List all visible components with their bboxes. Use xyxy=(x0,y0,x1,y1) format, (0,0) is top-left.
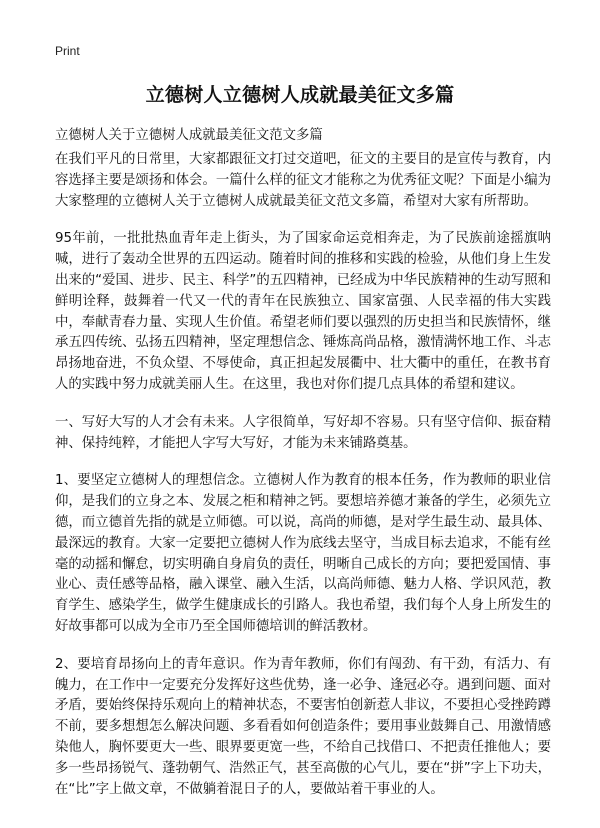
print-link[interactable]: Print xyxy=(55,44,80,58)
history-paragraph: 95年前，一批批热血青年走上街头，为了国家命运竞相奔走，为了民族前途摇旗呐喊，进行了轰动全世界的五四运动。随着时间的推移和实践的检验，从他们身上生发出来的“爱国、进步、民主、科学”的五四精神，已经成为中华民族精神的生动写照和鲜明诠释，鼓舞着一代又一代的青年在民族独立、国家富强、人民幸福的伟大实践中，奉献青春力量、实现人生价值。希望老师们要以强烈的历史担当和民族情怀，继承五四传统、弘扬五四精神，坚定理想信念、锤炼高尚品格，激情满怀地工作、斗志昂扬地奋进，不负众望、不辱使命，真正担起发展衢中、壮大衢中的重任，在教书育人的实践中努力成就美丽人生。在这里，我也对你们提几点具体的希望和建议。 xyxy=(55,231,551,392)
point-2-paragraph: 2、要培育昂扬向上的青年意识。作为青年教师，你们有闯劲、有干劲，有活力、有魄力，在工作中一定要充分发挥好这些优势，逢一必争、逢冠必夺。遇到问题、面对矛盾，要始终保持乐观向上的精神状态，不要害怕创新惹人非议，不要担心受挫跨蹲不前，要多想想怎么解决问题、多看看如何创造条件；要用事业鼓舞自己、用激情感染他人，胸怀要更大一些、眼界要更宽一些，不给自己找借口、不把责任推他人；要多一些昂扬锐气、蓬勃朝气、浩然正气，甚至高傲的心气儿，要在“拼”字上下功夫，在“比”字上做文章，不做躺着混日子的人，要做站着干事业的人。 xyxy=(55,656,551,797)
article-body xyxy=(55,150,551,817)
article-subtitle: 立德树人关于立德树人成就最美征文范文多篇 xyxy=(55,128,323,143)
point-1-paragraph: 1、要坚定立德树人的理想信念。立德树人作为教育的根本任务，作为教师的职业信仰，是我们的立身之本、发展之柜和精神之钙。要想培养德才兼备的学生，必须先立德，而立德首先指的就是立师德。可以说，高尚的师德，是对学生最生动、最具体、最深远的教育。大家一定要把立德树人作为底线去坚守，当成目标去追求，不能有丝毫的动摇和懈怠，切实明确自身肩负的责任，明晰自己成长的方向；要把爱国情、事业心、责任感等品格，融入课堂、融入生活，以高尚师德、魅力人格、学识风范，教育学生、感染学生，做学生健康成长的引路人。我也希望，我们每个人身上所发生的好故事都可以成为全市乃至全国师德培训的鲜活教材。 xyxy=(55,473,551,634)
intro-paragraph: 在我们平凡的日常里，大家都跟征文打过交道吧，征文的主要目的是宣传与教育，内容选择主要是颂扬和体会。一篇什么样的征文才能称之为优秀征文呢？下面是小编为大家整理的立德树人关于立德树人成就最美征文范文多篇，希望对大家有所帮助。 xyxy=(55,152,551,209)
page-title: 立德树人立德树人成就最美征文多篇 xyxy=(145,84,455,106)
section-heading-paragraph: 一、写好大写的人才会有未来。人字很简单，写好却不容易。只有坚守信仰、振奋精神、保持纯粹，才能把人字写大写好，才能为未来铺路奠基。 xyxy=(55,414,551,451)
